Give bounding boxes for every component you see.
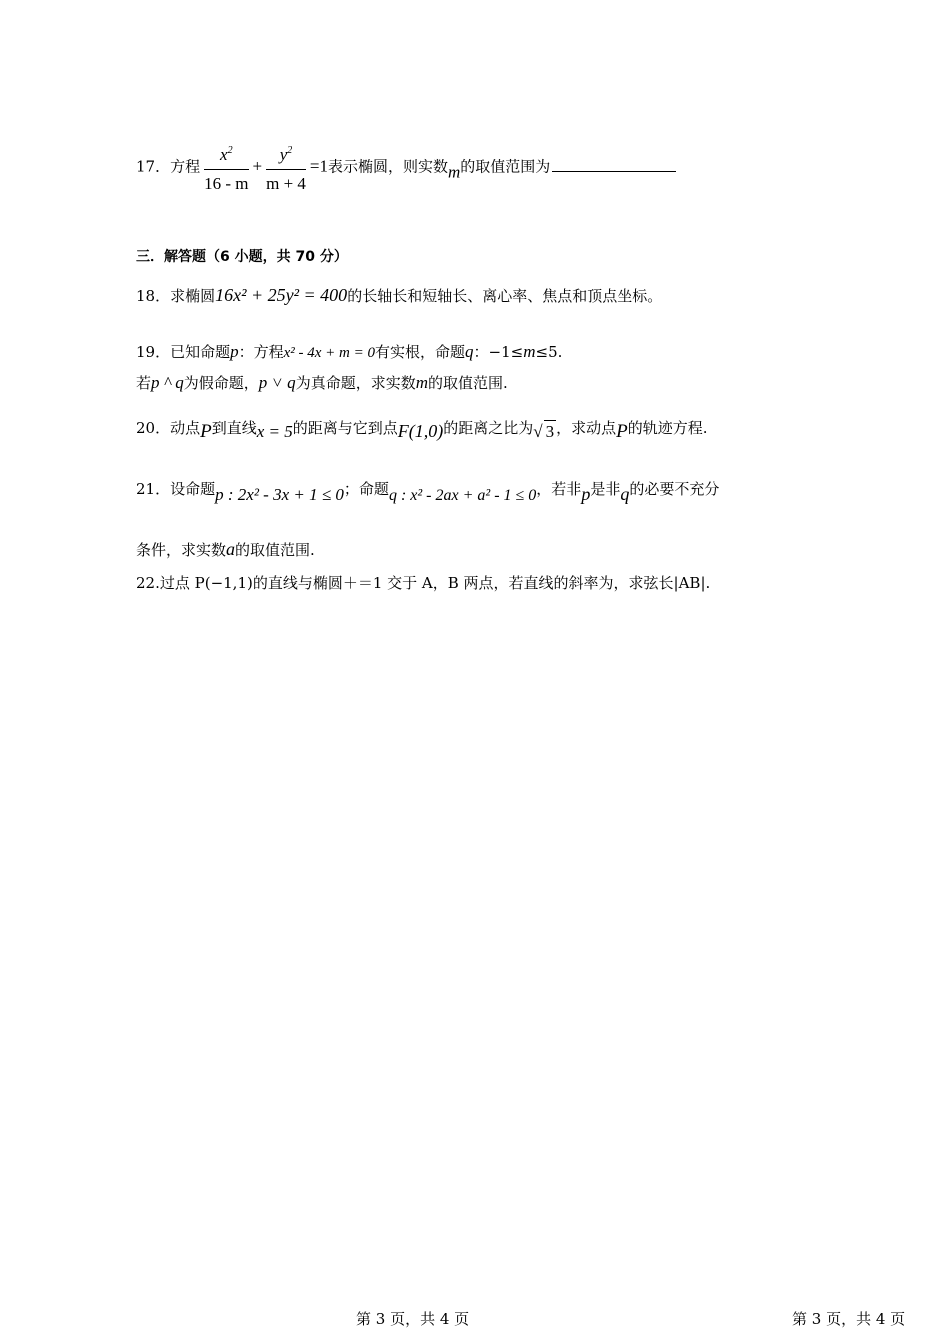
proposition-q: q <box>465 342 474 361</box>
question-number: 18． <box>136 287 171 305</box>
fraction-denominator: 16 - m <box>204 174 249 193</box>
question-text: 求椭圆 <box>170 287 216 305</box>
variable-a: a <box>226 539 236 559</box>
variable-m: m <box>448 162 461 182</box>
question-text: 的取值范围. <box>235 541 315 559</box>
fraction-denominator: m + 4 <box>266 174 306 193</box>
page-footer-right: 第 3 页，共 4 页 <box>792 1310 906 1328</box>
proposition-q: q <box>620 484 630 504</box>
question-19 <box>136 341 562 364</box>
point-p: P <box>200 421 212 442</box>
question-text: ；命题 <box>343 480 389 498</box>
section-heading: 三．解答题（6 小题，共 70 分） <box>136 249 348 265</box>
fraction-1 <box>204 140 248 195</box>
proposition-p: p <box>581 484 591 504</box>
question-text: 有实根，命题 <box>375 343 466 361</box>
and-expression: p ^ q <box>151 373 184 392</box>
question-18 <box>136 284 662 307</box>
proposition-p: p <box>230 342 239 361</box>
question-text: ≤5. <box>535 343 563 361</box>
question-19-continued <box>136 372 508 394</box>
question-number: 19． <box>136 343 171 361</box>
fraction-numerator: x <box>220 145 228 164</box>
question-text: 若 <box>136 374 152 392</box>
variable-m: m <box>523 342 536 361</box>
exponent: 2 <box>287 145 293 156</box>
question-21-continued <box>136 538 315 561</box>
fraction-2 <box>266 140 306 195</box>
question-22: 22.过点 P(−1,1)的直线与椭圆＋＝1 交于 A，B 两点，若直线的斜率为，求弦长|AB|. <box>136 574 711 592</box>
question-text: 是非 <box>590 480 621 498</box>
question-text: 表示椭圆，则实数 <box>328 157 449 176</box>
question-text: 到直线 <box>211 419 257 437</box>
question-17 <box>136 140 676 195</box>
question-21 <box>136 478 719 507</box>
sqrt-three: 3 <box>545 422 555 441</box>
question-20: 20．动点P到直线x = 5的距离与它到点F(1,0)的距离之比为√ 3 ，求动点P的轨迹方程. <box>136 419 708 442</box>
question-text: 方程 <box>170 157 201 176</box>
plus-sign: + <box>252 156 263 176</box>
equals-one: =1 <box>309 156 328 176</box>
or-expression: p ˅ q <box>258 373 296 392</box>
question-text: 条件，求实数 <box>136 541 227 559</box>
page-footer-left: 第 3 页，共 4 页 <box>356 1310 470 1328</box>
question-text: ，若非 <box>536 480 582 498</box>
question-text: 的必要不充分 <box>629 480 720 498</box>
exponent: 2 <box>227 145 233 156</box>
question-text: 的取值范围为 <box>460 157 551 176</box>
question-text: 的距离之比为 <box>443 419 534 437</box>
question-text: 的取值范围. <box>427 374 508 392</box>
fraction-numerator: y <box>279 145 288 164</box>
question-number: 21． <box>136 480 171 498</box>
question-text: 动点 <box>170 419 201 437</box>
question-text: ，求动点 <box>556 419 617 437</box>
point-p: P <box>616 421 628 442</box>
question-text: 的长轴长和短轴长、离心率、焦点和顶点坐标。 <box>347 287 663 305</box>
answer-blank[interactable] <box>552 157 676 172</box>
question-text: 设命题 <box>170 480 216 498</box>
question-number: 17． <box>136 157 171 176</box>
question-text: ：−1≤ <box>473 343 524 361</box>
focus-point: F(1,0) <box>397 421 444 441</box>
question-text: 为真命题，求实数 <box>295 374 416 392</box>
inequality-q: q : x² - 2ax + a² - 1 ≤ 0 <box>388 487 537 504</box>
question-text: ：方程 <box>238 343 284 361</box>
question-text: 的轨迹方程. <box>627 419 708 437</box>
ellipse-equation: 16x² + 25y² = 400 <box>215 285 348 305</box>
variable-m: m <box>415 373 428 392</box>
inequality-p: p : 2x² - 3x + 1 ≤ 0 <box>215 485 344 504</box>
question-number: 20． <box>136 419 171 437</box>
quadratic-equation: x² - 4x + m = 0 <box>283 345 376 361</box>
question-text: 已知命题 <box>170 343 231 361</box>
question-text: 为假命题， <box>183 374 259 392</box>
line-equation: x = 5 <box>256 422 293 441</box>
question-text: 的距离与它到点 <box>292 419 398 437</box>
